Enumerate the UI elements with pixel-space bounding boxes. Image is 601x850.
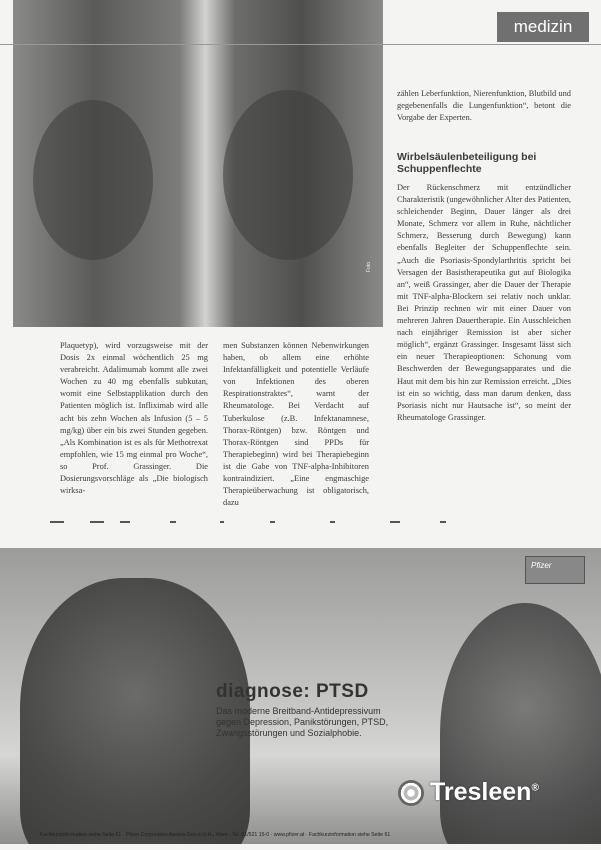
ad-body <box>216 706 451 739</box>
ad-footnote: Fachkurzinformation siehe Seite 61 · Pfizer Corporation Austria Ges.m.b.H., Wien · Tel. 01/521 15-0 · www.pfizer.at · Fachkurzinformation siehe Seite 61 <box>40 832 391 838</box>
header-rule <box>0 44 601 45</box>
article-column-3-body <box>397 182 571 424</box>
article-column-3-top <box>397 88 571 124</box>
article-column-2 <box>223 340 369 509</box>
ad-photo-woman <box>440 603 601 844</box>
column-3-top-text: zählen Leberfunktion, Nierenfunktion, Blutbild und gegebenenfalls die Lungenfunktion“, betont die Vorgabe der Experten. <box>397 89 571 123</box>
section-tab: medizin <box>497 12 589 42</box>
photo-credit: Foto <box>366 262 372 273</box>
pfizer-logo-text: Pfizer <box>531 561 552 570</box>
advertisement <box>0 548 601 844</box>
separator-dashes <box>50 521 550 524</box>
article-column-1 <box>60 340 208 497</box>
column-1-text: Plaquetyp), wird vorzugsweise mit der Dosis 2x einmal wöchentlich 25 mg verabreicht. Adalimumab kommt alle zwei Wochen zu 40 mg ebenfalls subkutan, womit eine Selbstapplikation durch den Patienten möglich ist. Infliximab wird alle acht bis zehn Wochen als Infusion (5 – 5 mg/kg) über ein bis zwei Stunden gegeben. „Als Kombination ist es als für Methotrexat empfohlen, wie 15 mg einmal pro Woche“, so Prof. Grassinger. Die Dosierungsvorschläge als „Die biologisch wirksa- <box>60 341 208 496</box>
ad-body-line: Zwangsstörungen und Sozialphobie. <box>216 728 362 738</box>
flower-icon <box>398 780 424 806</box>
pfizer-logo <box>525 556 585 584</box>
psoriasis-plaque-right <box>223 90 353 260</box>
article-photo-knees <box>13 0 383 327</box>
ad-body-line: Das moderne Breitband-Antidepressivum <box>216 706 381 716</box>
brand-name: Tresleen® <box>430 778 539 806</box>
article-subheading: Wirbelsäulenbeteiligung bei Schuppenflechte <box>397 151 537 175</box>
brand-logo <box>398 778 539 807</box>
column-2-text: men Substanzen können Nebenwirkungen haben, ob allem eine erhöhte Infektanfälligkeit und potentielle Verläufe von Infektionen des oberen Respirationstraktes“, warnt der Rheumatologe. Bei Verdacht auf Tuberkulose (z.B. Infektanamnese, Thorax-Röntgen) bzw. Röntgen und Thorax-Röntgen sind PPDs für Therapiebeginn) wird bei Therapiebeginn ist die Gabe von TNF-alpha-Inhibitoren kontraindiziert. „Eine engmaschige Therapieüberwachung ist obligatorisch, dazu <box>223 341 369 508</box>
psoriasis-plaque-left <box>33 100 153 260</box>
ad-headline: diagnose: PTSD <box>216 681 369 702</box>
column-3-body-text: Der Rückenschmerz mit entzündlicher Charakteristik (ungewöhnlicher Alter des Patienten, schleichender Beginn, Dauer länger als drei Monate, Schmerz vor allem in Ruhe, nächtlicher Schmerz, Besserung durch Bewegung) kann ebenfalls Begleiter der Schuppenflechte sein. „Auch die Psoriasis-Spondylarthritis spricht bei Versagen der Basistherapeutika gut auf Biologika an“, weiß Grassinger, aber die Dauer der Therapie mit TNF-alpha-Blockern sei relativ noch unklar. Bei Prinzip rechnen wir mit einer Dauer von mehreren Jahren Dauertherapie. Ein Ausschleichen nach einjähriger Remission ist aber sicher möglich“, ergänzt Grassinger. Insgesamt lässt sich ein neuer Therapieoptionen: Schonung vom Beschwerden der Bewegungsapparates und die Haut mit dem bis hin zur Remission erreicht. „Dies ist ein so wichtig, dass man darum denken, dass Psoriasis nicht nur Hautsache ist“, so meint der Rheumatologe Grassinger. <box>397 183 571 422</box>
ad-body-line: gegen Depression, Panikstörungen, PTSD, <box>216 717 389 727</box>
